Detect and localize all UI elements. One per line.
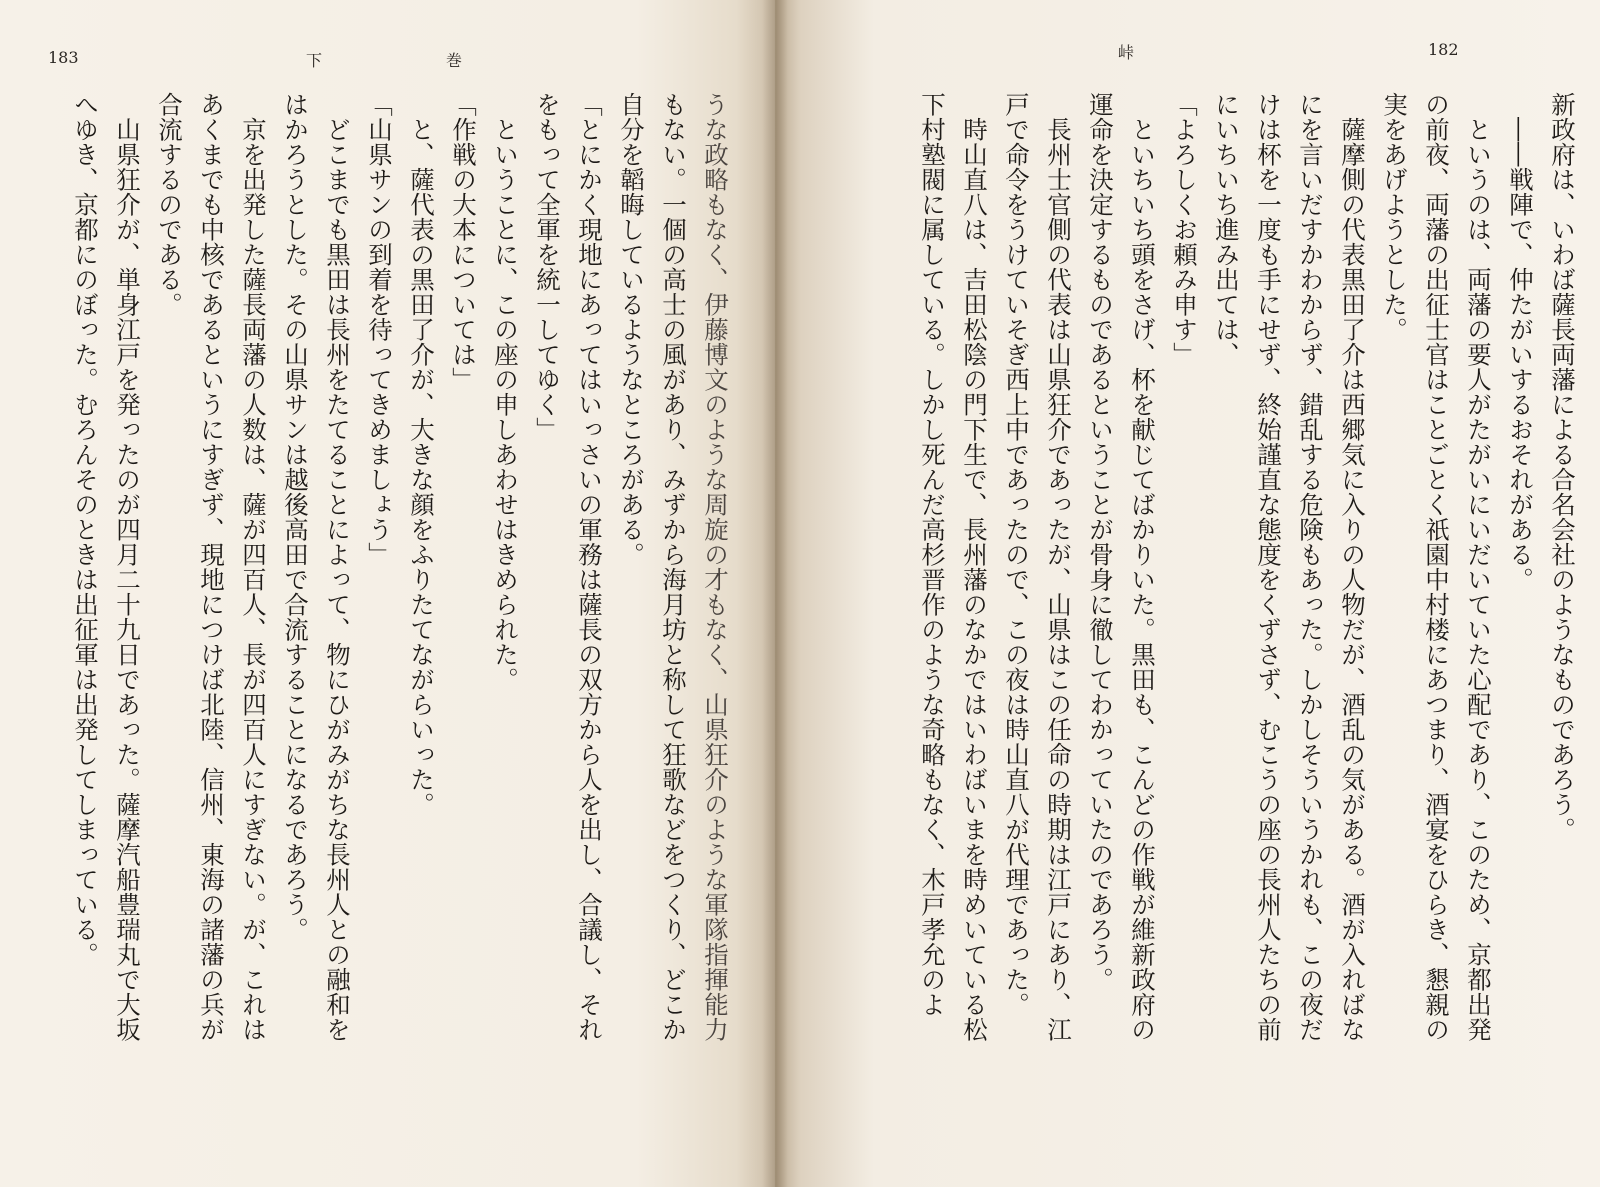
left-page bbox=[0, 0, 775, 1187]
text-column: 新政府は、いわば薩長両藩による合名会社のようなものであろう。 bbox=[1548, 92, 1577, 842]
text-column: ――戦陣で、仲たがいするおそれがある。 bbox=[1506, 92, 1535, 592]
text-column: ということに、この座の申しあわせはきめられた。 bbox=[491, 92, 520, 692]
text-column: 下村塾閥に属している。しかし死んだ高杉晋作のような奇略もなく、木戸孝允のよ bbox=[918, 92, 947, 1017]
text-column: はかろうとした。その山県サンは越後高田で合流することになるであろう。 bbox=[281, 92, 310, 942]
text-column: 薩摩側の代表黒田了介は西郷気に入りの人物だが、酒乱の気がある。酒が入ればな bbox=[1338, 92, 1367, 1042]
text-column: 京を出発した薩長両藩の人数は、薩が四百人、長が四百人にすぎない。が、これは bbox=[239, 92, 268, 1042]
right-body-text bbox=[783, 92, 1583, 1122]
text-column: といちいち頭をさげ、杯を献じてばかりいた。黒田も、こんどの作戦が維新政府の bbox=[1128, 92, 1157, 1042]
running-header-left-1: 下 bbox=[306, 51, 323, 70]
text-column: 「山県サンの到着を待ってきめましょう」 bbox=[365, 92, 394, 567]
text-column: 「よろしくお頼み申す」 bbox=[1170, 92, 1199, 367]
text-column: 山県狂介が、単身江戸を発ったのが四月二十九日であった。薩摩汽船豊瑞丸で大坂 bbox=[113, 92, 142, 1042]
text-column: 実をあげようとした。 bbox=[1380, 92, 1409, 342]
text-column: 自分を韜晦しているようなところがある。 bbox=[617, 92, 646, 567]
text-column: けは杯を一度も手にせず、終始謹直な態度をくずさず、むこうの座の長州人たちの前 bbox=[1254, 92, 1283, 1042]
text-column: 「とにかく現地にあってはいっさいの軍務は薩長の双方から人を出し、合議し、それ bbox=[575, 92, 604, 1042]
text-column: 時山直八は、吉田松陰の門下生で、長州藩のなかではいわばいまを時めいている松 bbox=[960, 92, 989, 1042]
text-column: 「作戦の大本については」 bbox=[449, 92, 478, 392]
text-column: うな政略もなく、伊藤博文のような周旋の才もなく、山県狂介のような軍隊指揮能力 bbox=[701, 92, 730, 1042]
text-column: にいちいち進み出ては、 bbox=[1212, 92, 1241, 367]
text-column: 長州士官側の代表は山県狂介であったが、山県はこの任命の時期は江戸にあり、江 bbox=[1044, 92, 1073, 1042]
text-column: と、薩代表の黒田了介が、大きな顔をふりたてながらいった。 bbox=[407, 92, 436, 817]
left-body-text bbox=[36, 92, 736, 1122]
page-number-right: 182 bbox=[1428, 40, 1459, 59]
right-page bbox=[775, 0, 1600, 1187]
text-column: というのは、両藩の要人がたがいにいだいていた心配であり、このため、京都出発 bbox=[1464, 92, 1493, 1042]
text-column: をもって全軍を統一してゆく」 bbox=[533, 92, 562, 442]
text-column: の前夜、両藩の出征士官はことごとく祇園中村楼にあつまり、酒宴をひらき、懇親の bbox=[1422, 92, 1451, 1042]
text-column: もない。一個の高士の風があり、みずから海月坊と称して狂歌などをつくり、どこか bbox=[659, 92, 688, 1042]
running-header-right: 峠 bbox=[1118, 43, 1135, 62]
text-column: どこまでも黒田は長州をたてることによって、物にひがみがちな長州人との融和を bbox=[323, 92, 352, 1042]
text-column: へゆき、京都にのぼった。むろんそのときは出征軍は出発してしまっている。 bbox=[71, 92, 100, 967]
text-column: にを言いだすかわからず、錯乱する危険もあった。しかしそういうかれも、この夜だ bbox=[1296, 92, 1325, 1042]
text-column: あくまでも中核であるというにすぎず、現地につけば北陸、信州、東海の諸藩の兵が bbox=[197, 92, 226, 1042]
text-column: 合流するのである。 bbox=[155, 92, 184, 317]
page-number-left: 183 bbox=[48, 48, 79, 67]
text-column: 運命を決定するものであるということが骨身に徹してわかっていたのであろう。 bbox=[1086, 92, 1115, 992]
book-gutter-shadow bbox=[762, 0, 788, 1187]
text-column: 戸で命令をうけていそぎ西上中であったので、この夜は時山直八が代理であった。 bbox=[1002, 92, 1031, 1017]
running-header-left-2: 巻 bbox=[446, 51, 463, 70]
